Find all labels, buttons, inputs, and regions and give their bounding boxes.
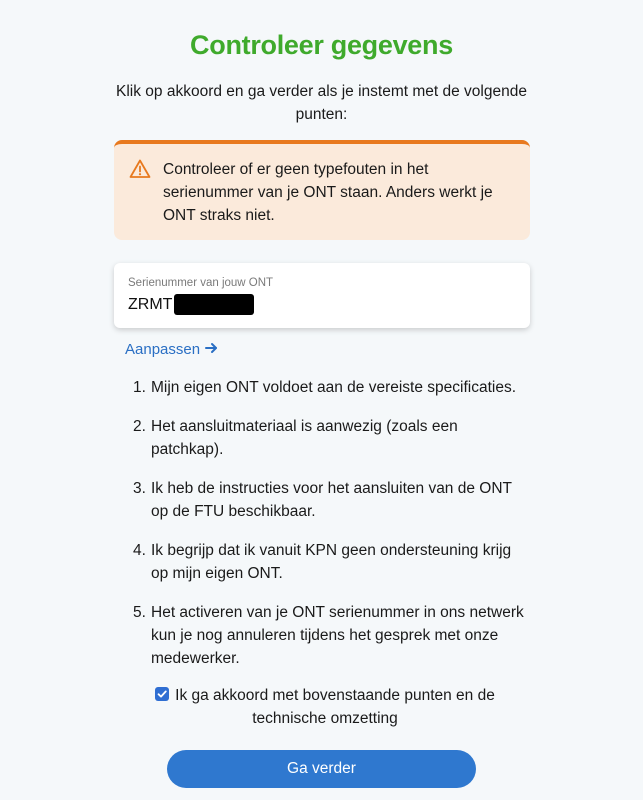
serial-number-label: Serienummer van jouw ONT <box>128 277 274 289</box>
continue-button[interactable]: Ga verder <box>167 750 476 788</box>
serial-number-card <box>114 263 530 328</box>
list-item-number: 5. <box>133 604 146 621</box>
warning-triangle-icon <box>129 158 151 180</box>
list-item-text: Mijn eigen ONT voldoet aan de vereiste specificaties. <box>151 379 517 396</box>
agreement-row[interactable] <box>150 684 500 730</box>
list-item-number: 4. <box>133 542 146 559</box>
list-item-text: Ik begrijp dat ik vanuit KPN geen ondersteuning krijg op mijn eigen ONT. <box>151 542 512 582</box>
requirements-list <box>133 376 528 686</box>
edit-serial-link[interactable] <box>125 341 218 358</box>
checkmark-icon <box>156 688 168 700</box>
list-item-number: 2. <box>133 418 146 435</box>
agreement-checkbox[interactable] <box>155 687 169 701</box>
serial-number-redacted <box>174 294 254 315</box>
list-item <box>133 415 528 461</box>
warning-banner <box>114 140 530 240</box>
arrow-right-icon <box>205 341 218 358</box>
serial-number-value: ZRMT <box>128 295 173 313</box>
intro-text: Klik op akkoord en ga verder als je instemt met de volgende punten: <box>116 83 527 123</box>
warning-text: Controleer of er geen typefouten in het serienummer van je ONT staan. Anders werkt je ONT straks niet. <box>163 161 493 224</box>
list-item <box>133 477 528 523</box>
list-item-number: 3. <box>133 480 146 497</box>
list-item <box>133 376 528 399</box>
list-item-number: 1. <box>133 379 146 396</box>
agreement-label: Ik ga akkoord met bovenstaande punten en de technische omzetting <box>175 687 495 727</box>
edit-serial-link-label: Aanpassen <box>125 341 201 358</box>
list-item-text: Ik heb de instructies voor het aansluiten van de ONT op de FTU beschikbaar. <box>151 480 512 520</box>
list-item <box>133 601 528 670</box>
list-item-text: Het activeren van je ONT serienummer in ons netwerk kun je nog annuleren tijdens het gesprek met onze medewerker. <box>151 604 524 667</box>
page-title: Controleer gegevens <box>190 30 453 60</box>
list-item-text: Het aansluitmateriaal is aanwezig (zoals een patchkap). <box>151 418 458 458</box>
list-item <box>133 539 528 585</box>
